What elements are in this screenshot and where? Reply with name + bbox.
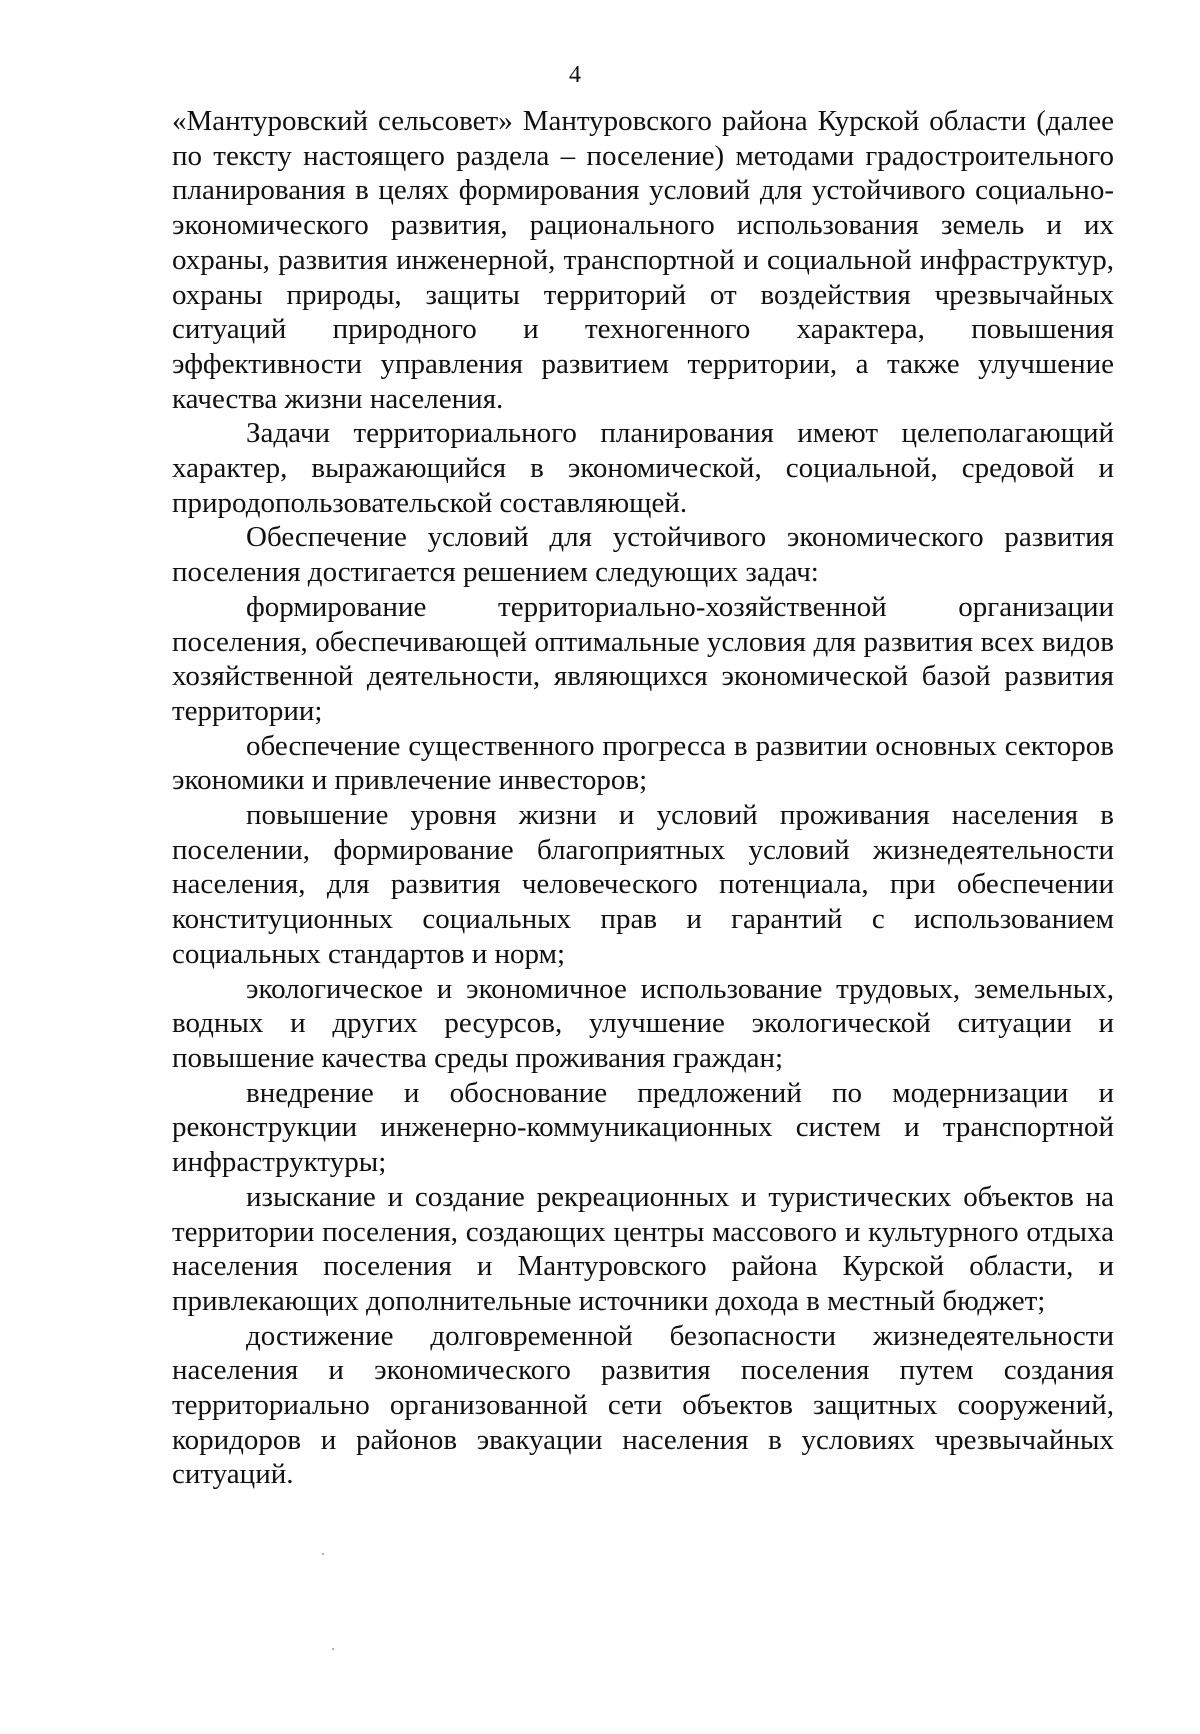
scan-speck [322,1553,324,1555]
list-item: достижение долговременной безопасности жизнедеятельности населения и экономического развития поселения путем создания территориально организованной сети объектов защитных сооружений, коридоров и районов эвакуации населения в условиях чрезвычайных ситуаций. [172,1319,1114,1491]
list-item: формирование территориально-хозяйственной организации поселения, обеспечивающей оптимальные условия для развития всех видов хозяйственной деятельности, являющихся экономической базой развития территории; [172,590,1114,727]
list-item: внедрение и обоснование предложений по модернизации и реконструкции инженерно-коммуникационных систем и транспортной инфраструктуры; [172,1076,1114,1179]
scan-speck [332,1648,334,1650]
body-text [172,104,1114,1492]
list-item: обеспечение существенного прогресса в развитии основных секторов экономики и привлечение инвесторов; [172,729,1114,797]
paragraph: «Мантуровский сельсовет» Мантуровского района Курской области (далее по тексту настоящего раздела – поселение) методами градостроительного планирования в целях формирования условий для устойчивого социально-экономического развития, рационального использования земель и их охраны, развития инженерной, транспортной и социальной инфраструктур, охраны природы, защиты территорий от воздействия чрезвычайных ситуаций природного и техногенного характера, повышения эффективности управления развитием территории, а также улучшение качества жизни населения. [172,105,1114,415]
list-item: экологическое и экономичное использование трудовых, земельных, водных и других ресурсов, улучшение экологической ситуации и повышение качества среды проживания граждан; [172,972,1114,1074]
paragraph: Обеспечение условий для устойчивого экономического развития поселения достигается решением следующих задач: [172,521,1114,589]
list-item: изыскание и создание рекреационных и туристических объектов на территории поселения, создающих центры массового и культурного отдыха населения поселения и Мантуровского района Курской области, и привлекающих дополнительные источники дохода в местный бюджет; [172,1180,1114,1317]
list-item: повышение уровня жизни и условий проживания населения в поселении, формирование благоприятных условий жизнедеятельности населения, для развития человеческого потенциала, при обеспечении конституционных социальных прав и гарантий с использованием социальных стандартов и норм; [172,799,1114,970]
paragraph: Задачи территориального планирования имеют целеполагающий характер, выражающийся в экономической, социальной, средовой и природопользовательской составляющей. [172,417,1114,519]
page-number: 4 [569,62,581,88]
